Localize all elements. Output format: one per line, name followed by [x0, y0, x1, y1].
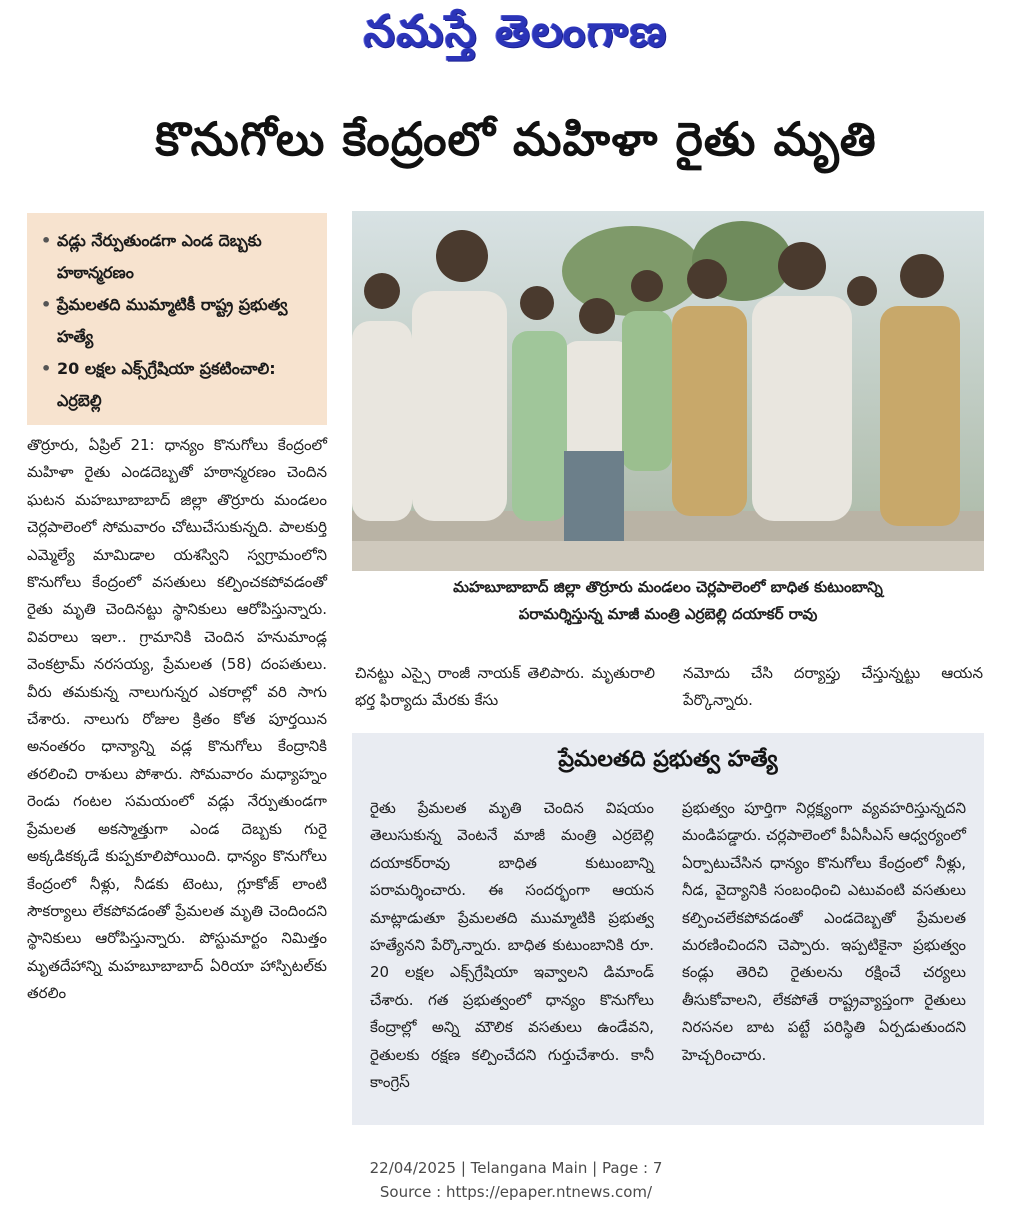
article-body-middle-column: చినట్టు ఎస్సై రాంజీ నాయక్ తెలిపారు. మృతురాలి భర్త ఫిర్యాదు మేరకు కేసు [355, 664, 655, 710]
caption-line: పరామర్శిస్తున్న మాజీ మంత్రి ఎర్రబెల్లి దయాకర్ రావు [518, 605, 818, 623]
sidebar-title: ప్రేమలతది ప్రభుత్వ హత్యే [558, 747, 778, 772]
bullet-icon: • [41, 295, 52, 314]
article-body-right-column: నమోదు చేసి దర్యాప్తు చేస్తున్నట్టు ఆయన పేర్కొన్నారు. [683, 664, 983, 710]
highlights-box [27, 213, 327, 425]
photo-caption [352, 574, 984, 628]
news-photo [352, 211, 984, 571]
news-photo-illustration [352, 211, 984, 571]
caption-line: మహబూబాబాద్ జిల్లా తొర్రూరు మండలం చెర్లపాలెంలో బాధిత కుటుంబాన్ని [453, 578, 883, 596]
bullet-icon: • [41, 359, 52, 378]
highlight-item [41, 353, 317, 417]
sidebar-story [352, 733, 984, 1125]
sidebar-right-column: ప్రభుత్వం పూర్తిగా నిర్లక్ష్యంగా వ్యవహరిస్తున్నదని మండిపడ్డారు. చర్లపాలెంలో పీఏసీఎస్ ఆధ్వర్యంలో ఏర్పాటుచేసిన ధాన్యం కొనుగోలు కేంద్రంలో నీళ్లు, నీడ, వైద్యానికి సంబంధించి ఎటువంటి వసతులు కల్పించలేకపోవడంతో ఎండదెబ్బతో ప్రేమలత మరణించిందని చెప్పారు. ఇప్పటికైనా ప్రభుత్వం కండ్లు తెరిచి రైతులను రక్షించే చర్యలు తీసుకోవాలని, లేకపోతే రాష్ట్రవ్యాప్తంగా రైతులు నిరసనల బాట పట్టే పరిస్థితి ఏర్పడుతుందని హెచ్చరించారు. [682, 799, 966, 1064]
highlight-item [41, 289, 317, 353]
highlight-item [41, 225, 317, 289]
bullet-icon: • [41, 231, 52, 250]
page-footer [0, 1156, 1032, 1204]
highlight-text: వడ్లు నేర్పుతుండగా ఎండ దెబ్బకు హఠాన్మరణం [57, 231, 262, 282]
sidebar-left-column: రైతు ప్రేమలత మృతి చెందిన విషయం తెలుసుకున్న వెంటనే మాజీ మంత్రి ఎర్రబెల్లి దయాకర్‌రావు బాధిత కుటుంబాన్ని పరామర్శించారు. ఈ సందర్భంగా ఆయన మాట్లాడుతూ ప్రేమలతది ముమ్మాటికి ప్రభుత్వ హత్యేనని పేర్కొన్నారు. బాధిత కుటుంబానికి రూ. 20 లక్షల ఎక్స్‌గ్రేషియా ఇవ్వాలని డిమాండ్ చేశారు. గత ప్రభుత్వంలో ధాన్యం కొనుగోలు కేంద్రాల్లో అన్ని మౌలిక వసతులు ఉండేవని, రైతులకు రక్షణ కల్పించేదని గుర్తుచేశారు. కానీ కాంగ్రెస్ [370, 799, 654, 1092]
highlight-text: ప్రేమలతది ముమ్మాటికీ రాష్ట్ర ప్రభుత్వ హత్యే [57, 295, 288, 346]
article-body-left-column: తొర్రూరు, ఏప్రిల్ 21: ధాన్యం కొనుగోలు కేంద్రంలో మహిళా రైతు ఎండదెబ్బతో హఠాన్మరణం చెందిన ఘటన మహబూబాబాద్ జిల్లా తొర్రూరు మండలం చెర్లపాలెంలో సోమవారం చోటుచేసుకున్నది. పాలకుర్తి ఎమ్మెల్యే మామిడాల యశస్విని స్వగ్రామంలోని కొనుగోలు కేంద్రంలో వసతులు కల్పించకపోవడంతో రైతు మృతి చెందినట్టు స్థానికులు ఆరోపిస్తున్నారు. వివరాలు ఇలా.. గ్రామానికి చెందిన హనుమాండ్ల వెంకట్రామ్ నరసయ్య, ప్రేమలత (58) దంపతులు. వీరు తమకున్న నాలుగున్నర ఎకరాల్లో వరి సాగు చేశారు. నాలుగు రోజుల క్రితం కోత పూర్తయిన అనంతరం ధాన్యాన్ని వడ్ల కొనుగోలు కేంద్రానికి తరలించి రాశులు పోశారు. సోమవారం మధ్యాహ్నం రెండు గంటల సమయంలో వడ్లు నేర్పుతుండగా ప్రేమలత అకస్మాత్తుగా ఎండ దెబ్బకు గురై అక్కడికక్కడే కుప్పకూలిపోయింది. ధాన్యం కొనుగోలు కేంద్రంలో నీళ్లు, నీడకు టెంటు, గ్లూకోజ్ లాంటి సౌకర్యాలు లేకపోవడంతో ప్రేమలత మృతి చెందిందని స్థానికులు ఆరోపిస్తున్నారు. పోస్టుమార్టం నిమిత్తం మృతదేహాన్ని మహబూబాబాద్ ఏరియా హాస్పిటల్‌కు తరలిం [27, 436, 327, 1003]
footer-date-edition: 22/04/2025 | Telangana Main | Page : 7 [369, 1159, 663, 1177]
footer-source-link[interactable]: Source : https://epaper.ntnews.com/ [379, 1183, 653, 1201]
newspaper-masthead: నమస్తే తెలంగాణ [363, 6, 669, 57]
article-headline: కొనుగోలు కేంద్రంలో మహిళా రైతు మృతి [155, 112, 877, 166]
highlight-text: 20 లక్షల ఎక్స్‌గ్రేషియా ప్రకటించాలి: ఎర్రబెల్లి [57, 359, 276, 410]
